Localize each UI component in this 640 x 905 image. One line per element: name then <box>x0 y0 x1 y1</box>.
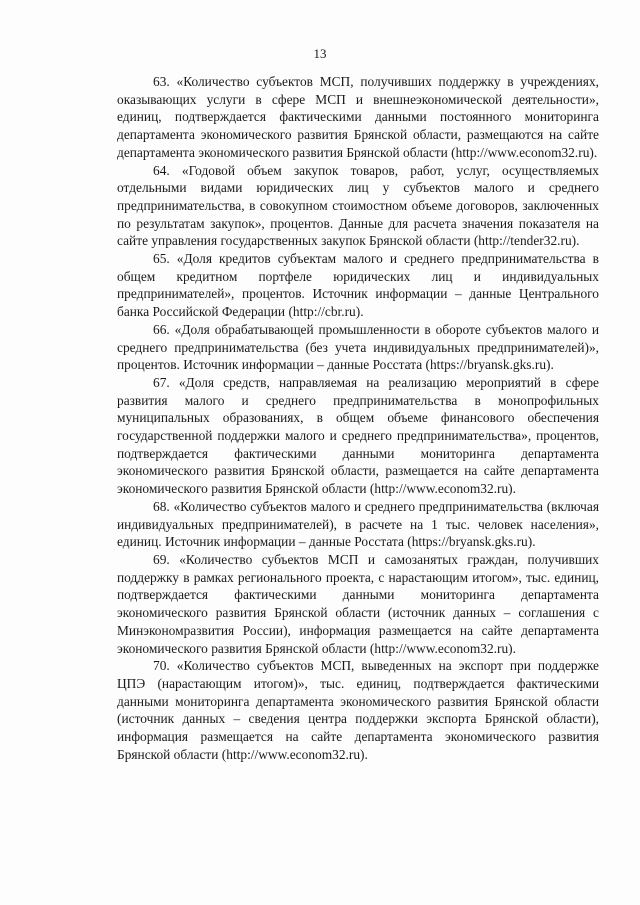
paragraph-68: 68. «Количество субъектов малого и среднего предпринимательства (включая индивидуальных предпринимателей), в расчете на 1 тыс. человек населения», единиц. Источник информации – данные Росстата (https://bryansk.gks.ru). <box>117 498 599 550</box>
paragraph-65: 65. «Доля кредитов субъектам малого и среднего предпринимательства в общем кредитном портфеле юридических лиц и индивидуальных предпринимателей», процентов. Источник информации – данные Центрального банка Российской Федерации (http://cbr.ru). <box>117 251 599 320</box>
paragraph-66: 66. «Доля обрабатывающей промышленности в обороте субъектов малого и среднего предпринимательства (без учета индивидуальных предпринимателей)», процентов. Источник информации – данные Росстата (https://bryansk.gks.ru). <box>117 321 599 373</box>
paragraph-64: 64. «Годовой объем закупок товаров, работ, услуг, осуществляемых отдельными видами юридических лиц у субъектов малого и среднего предпринимательства, в совокупном стоимостном объеме договоров, заключенных по результатам закупок», процентов. Данные для расчета значения показателя на сайте управления государственных закупок Брянской области (http://tender32.ru). <box>117 162 599 249</box>
paragraph-70: 70. «Количество субъектов МСП, выведенных на экспорт при поддержке ЦПЭ (нарастающим итогом)», тыс. единиц, подтверждается фактическими данными мониторинга департамента экономического развития Брянской области (источник данных – сведения центра поддержки экспорта Брянской области), информация размещается на сайте департамента экономического развития Брянской области (http://www.econom32.ru). <box>117 658 599 762</box>
paragraph-69: 69. «Количество субъектов МСП и самозанятых граждан, получивших поддержку в рамках регионального проекта, с нарастающим итогом», тыс. единиц, подтверждается фактическими данными мониторинга департамента экономического развития Брянской области (источник данных – соглашения с Минэкономразвития России), информация размещается на сайте департамента экономического развития Брянской области (http://www.econom32.ru). <box>117 551 599 656</box>
paragraph-63: 63. «Количество субъектов МСП, получивших поддержку в учреждениях, оказывающих услуги в сфере МСП и внешнеэкономической деятельности», единиц, подтверждается фактическими данными постоянного мониторинга департамента экономического развития Брянской области, размещаются на сайте департамента экономического развития Брянской области (http://www.econom32.ru). <box>117 74 599 160</box>
page-number: 13 <box>313 46 327 61</box>
paragraph-67: 67. «Доля средств, направляемая на реализацию мероприятий в сфере развития малого и среднего предпринимательства в монопрофильных муниципальных образованиях, в общем объеме финансового обеспечения государственной поддержки малого и среднего предпринимательства», процентов, подтверждается фактическими данными мониторинга департамента экономического развития Брянской области, размещается на сайте департамента экономического развития Брянской области (http://www.econom32.ru). <box>117 374 599 497</box>
body-text <box>117 73 599 763</box>
